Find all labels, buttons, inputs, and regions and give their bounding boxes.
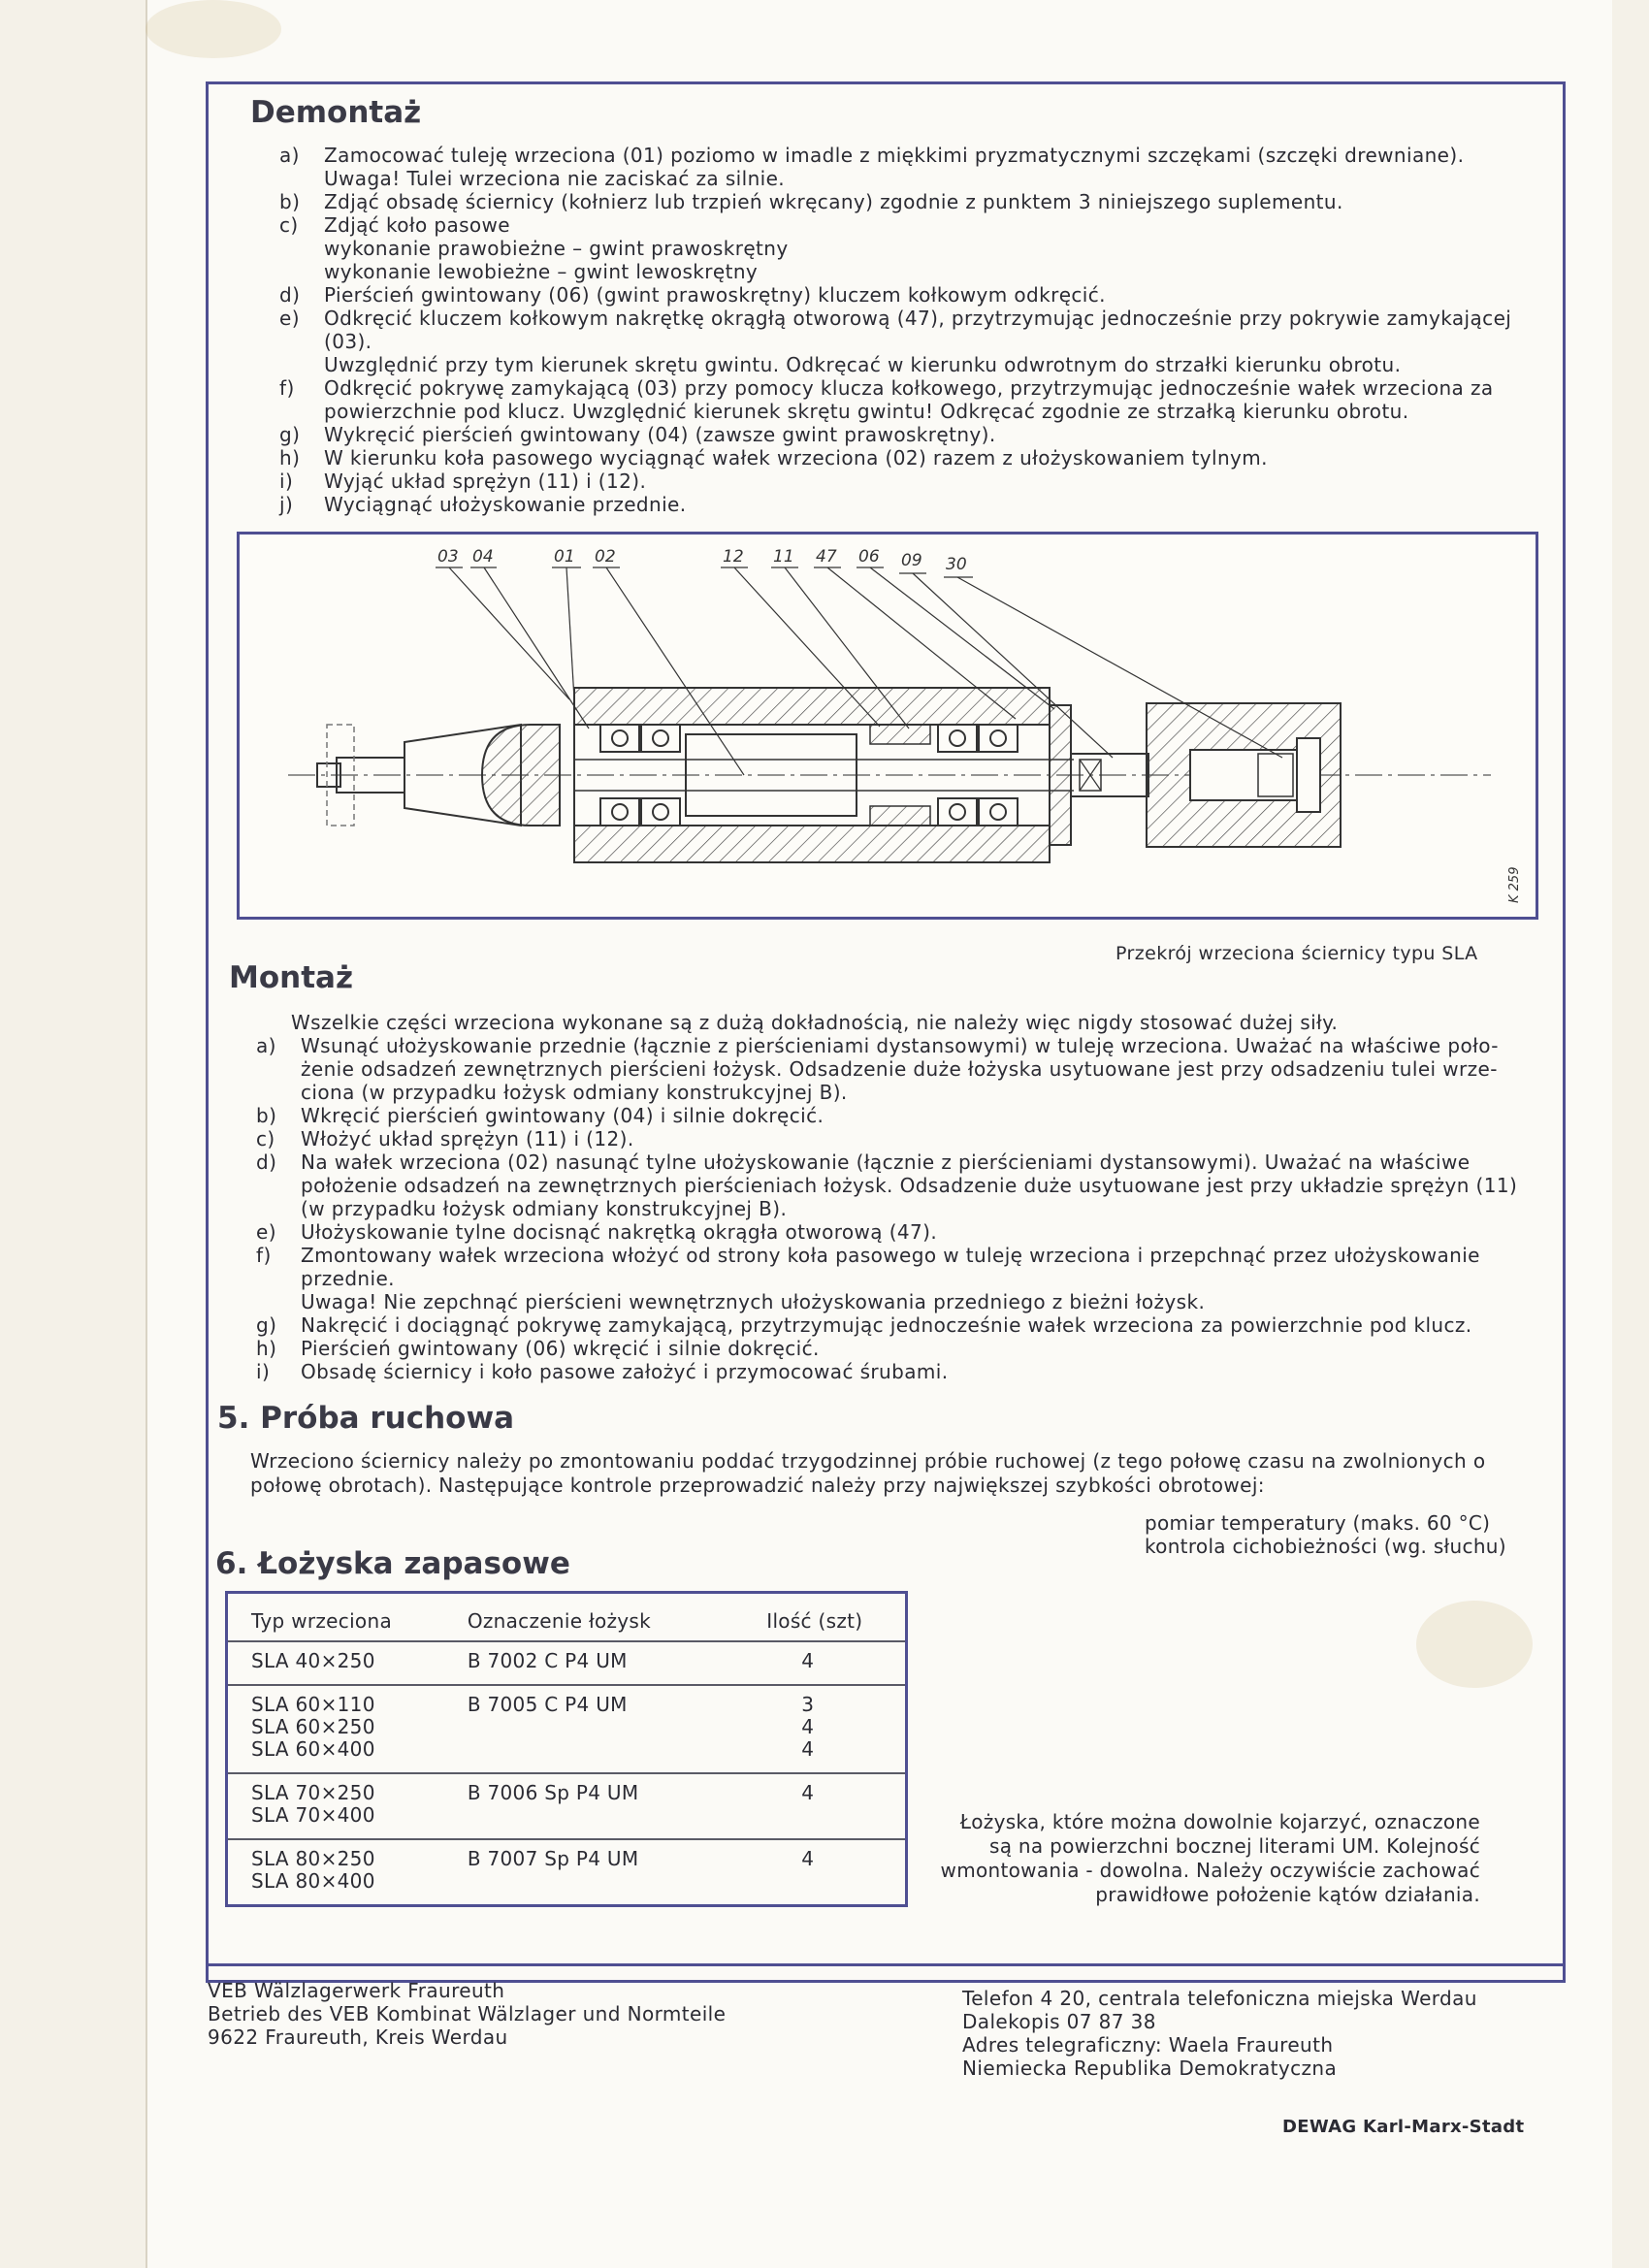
step-text: Pierścień gwintowany (06) (gwint prawoskrętny) kluczem kołkowym odkręcić. — [324, 283, 1106, 307]
step-letter: a) — [256, 1034, 276, 1057]
callout-01: 01 — [554, 547, 575, 567]
header-bearing-designation: Oznaczenie łożysk — [444, 1593, 743, 1642]
callout-03: 03 — [437, 547, 459, 567]
table-row — [227, 1685, 907, 1773]
step-text: Wykręcić pierścień gwintowany (04) (zawsze gwint prawoskrętny). — [324, 423, 996, 446]
table-header-row — [227, 1593, 907, 1642]
footer-address — [208, 1979, 726, 2049]
footer-right-line: Niemiecka Republika Demokratyczna — [962, 2057, 1338, 2080]
step-letter: b) — [279, 190, 301, 213]
check-temperature: pomiar temperatury (maks. 60 °C) — [1145, 1511, 1491, 1535]
step-text: Ułożyskowanie tylne docisnąć nakrętką okrągła otworową (47). — [301, 1220, 938, 1244]
disassembly-title: Demontaż — [250, 95, 422, 130]
step-item — [279, 493, 1550, 516]
running-test-checks — [1145, 1511, 1506, 1558]
cell-bearing-designation: B 7006 Sp P4 UM — [444, 1773, 743, 1839]
step-letter: i) — [279, 470, 294, 493]
footer-right-line: Dalekopis 07 87 38 — [962, 2010, 1156, 2033]
step-letter: j) — [279, 493, 294, 516]
step-letter: c) — [256, 1127, 275, 1150]
disassembly-steps — [279, 144, 1550, 516]
cell-quantity: 4 — [743, 1773, 906, 1839]
cell-spindle-type: SLA 40×250 — [227, 1641, 444, 1685]
spindle-cross-section-drawing — [237, 532, 1538, 920]
step-item — [256, 1034, 1546, 1104]
step-item — [256, 1127, 1546, 1150]
paper-stain — [146, 0, 281, 58]
spindle-section-svg — [240, 535, 1536, 917]
cell-spindle-type: SLA 60×110 SLA 60×250 SLA 60×400 — [227, 1685, 444, 1773]
callout-47: 47 — [816, 547, 837, 567]
footer-left-line: Betrieb des VEB Kombinat Wälzlager und Normteile — [208, 2002, 727, 2025]
step-text: Zdjąć koło pasowe wykonanie prawobieżne – gwint prawoskrętny wykonanie lewobieżne – gwint lewoskrętny — [324, 213, 789, 283]
step-letter: e) — [279, 307, 300, 330]
spare-bearings-title: 6. Łożyska zapasowe — [215, 1546, 570, 1581]
running-test-text: Wrzeciono ściernicy należy po zmontowaniu poddać trzygodzinnej próbie ruchowej (z tego połowę czasu na zwolnionych o połowę obrotach). Następujące kontrole przeprowadzić należy przy największej szybkości obrotowej: — [250, 1449, 1486, 1497]
step-item — [279, 376, 1550, 423]
step-letter: h) — [256, 1337, 277, 1360]
callout-11: 11 — [773, 547, 794, 567]
step-item — [279, 144, 1550, 190]
footer-left-line: VEB Wälzlagerwerk Fraureuth — [208, 1979, 505, 2002]
step-letter: d) — [256, 1150, 277, 1174]
assembly-title: Montaż — [229, 960, 353, 995]
cell-quantity: 4 — [801, 1847, 815, 1870]
footer-right-line: Adres telegraficzny: Waela Fraureuth — [962, 2033, 1334, 2057]
callout-04: 04 — [472, 547, 494, 567]
step-item — [279, 190, 1550, 213]
step-item — [256, 1313, 1546, 1337]
table-row — [227, 1641, 907, 1685]
table-row — [227, 1839, 907, 1906]
step-item — [256, 1150, 1546, 1220]
step-item — [279, 423, 1550, 446]
step-text: W kierunku koła pasowego wyciągnąć wałek wrzeciona (02) razem z ułożyskowaniem tylnym. — [324, 446, 1268, 470]
step-item — [256, 1360, 1546, 1383]
footer-contact — [962, 1987, 1477, 2080]
footer-divider — [208, 1963, 1566, 1966]
cell-quantity: 3 4 4 — [743, 1685, 906, 1773]
step-item — [256, 1220, 1546, 1244]
callout-12: 12 — [723, 547, 744, 567]
assembly-intro: Wszelkie części wrzeciona wykonane są z dużą dokładnością, nie należy więc nigdy stosować dużej siły. — [291, 1011, 1339, 1034]
step-letter: h) — [279, 446, 301, 470]
assembly-steps — [256, 1034, 1546, 1383]
step-letter: d) — [279, 283, 301, 307]
step-item — [256, 1244, 1546, 1313]
step-letter: g) — [279, 423, 301, 446]
step-item — [279, 446, 1550, 470]
step-letter: c) — [279, 213, 299, 237]
cell-quantity: 4 — [743, 1641, 906, 1685]
footer-right-line: Telefon 4 20, centrala telefoniczna miejska Werdau — [962, 1987, 1477, 2010]
step-letter: b) — [256, 1104, 277, 1127]
callout-09: 09 — [901, 551, 922, 570]
cell-spindle-type: SLA 70×250 SLA 70×400 — [227, 1773, 444, 1839]
header-quantity: Ilość (szt) — [743, 1593, 906, 1642]
callout-30: 30 — [946, 555, 967, 574]
step-text: Wsunąć ułożyskowanie przednie (łącznie z pierścieniami dystansowymi) w tuleję wrzeciona. Uważać na właściwe poło- żenie odsadzeń zewnętrznych pierścieni łożysk. Odsadzenie duże łożyska usytuowane jest przy odsadzeniu tulei wrze- ciona (w przypadku łożysk odmiany konstrukcyjnej B). — [301, 1034, 1499, 1104]
step-item — [279, 213, 1550, 283]
callout-06: 06 — [858, 547, 880, 567]
step-text: Obsadę ściernicy i koło pasowe założyć i przymocować śrubami. — [301, 1360, 949, 1383]
step-text: Wyciągnąć ułożyskowanie przednie. — [324, 493, 687, 516]
header-spindle-type: Typ wrzeciona — [227, 1593, 444, 1642]
running-test-title: 5. Próba ruchowa — [217, 1401, 515, 1436]
step-item — [279, 470, 1550, 493]
step-text: Odkręcić kluczem kołkowym nakrętkę okrągłą otworową (47), przytrzymując jednocześnie przy pokrywie zamykającej (03). Uwzględnić przy tym kierunek skrętu gwintu. Odkręcać w kierunku odwrotnym do strzałki kierunku obrotu. — [324, 307, 1512, 376]
step-letter: f) — [279, 376, 295, 400]
spare-bearings-table — [225, 1591, 908, 1907]
step-letter: f) — [256, 1244, 272, 1267]
footer-left-line: 9622 Fraureuth, Kreis Werdau — [208, 2025, 508, 2049]
step-item — [256, 1104, 1546, 1127]
step-text: Włożyć układ sprężyn (11) i (12). — [301, 1127, 634, 1150]
step-text: Odkręcić pokrywę zamykającą (03) przy pomocy klucza kołkowego, przytrzymując jednocześnie wałek wrzeciona za powierzchnie pod klucz. Uwzględnić kierunek skrętu gwintu! Odkręcać zgodnie ze strzałką kierunku obrotu. — [324, 376, 1494, 423]
step-text: Zdjąć obsadę ściernicy (kołnierz lub trzpień wkręcany) zgodnie z punktem 3 niniejszego suplementu. — [324, 190, 1343, 213]
step-text: Na wałek wrzeciona (02) nasunąć tylne ułożyskowanie (łącznie z pierścieniami dystansowymi). Uważać na właściwe położenie odsadzeń na zewnętrznych pierścieniach łożysk. Odsadzenie duże usytuowane jest przy układzie sprężyn (11) (w przypadku łożysk odmiany konstrukcyjnej B). — [301, 1150, 1518, 1220]
drawing-number: K 259 — [1507, 866, 1522, 903]
cell-bearing-designation: B 7007 Sp P4 UM — [467, 1847, 639, 1870]
step-letter: i) — [256, 1360, 271, 1383]
bearings-note: Łożyska, które można dowolnie kojarzyć, oznaczone są na powierzchni bocznej literami UM. Kolejność wmontowania - dowolna. Należy oczywiście zachować prawidłowe położenie kątów działania. — [940, 1810, 1480, 1906]
step-text: Nakręcić i dociągnąć pokrywę zamykającą, przytrzymując jednocześnie wałek wrzeciona za powierzchnie pod klucz. — [301, 1313, 1472, 1337]
publisher-imprint: DEWAG Karl-Marx-Stadt — [1282, 2117, 1525, 2137]
step-text: Wkręcić pierścień gwintowany (04) i silnie dokręcić. — [301, 1104, 824, 1127]
figure-caption: Przekrój wrzeciona ściernicy typu SLA — [1116, 943, 1478, 964]
cell-spindle-type: SLA 80×250 SLA 80×400 — [251, 1847, 375, 1893]
check-noise: kontrola cichobieżności (wg. słuchu) — [1145, 1535, 1506, 1558]
callout-02: 02 — [595, 547, 616, 567]
step-text: Wyjąć układ sprężyn (11) i (12). — [324, 470, 647, 493]
cell-bearing-designation: B 7002 C P4 UM — [444, 1641, 743, 1685]
step-text: Zamocować tuleję wrzeciona (01) poziomo w imadle z miękkimi pryzmatycznymi szczękami (szczęki drewniane). Uwaga! Tulei wrzeciona nie zaciskać za silnie. — [324, 144, 1465, 190]
step-item — [279, 307, 1550, 376]
step-letter: a) — [279, 144, 300, 167]
step-letter: e) — [256, 1220, 276, 1244]
step-text: Pierścień gwintowany (06) wkręcić i silnie dokręcić. — [301, 1337, 820, 1360]
step-item — [279, 283, 1550, 307]
step-text: Zmontowany wałek wrzeciona włożyć od strony koła pasowego w tuleję wrzeciona i przepchnąć przez ułożyskowanie przednie. Uwaga! Nie zepchnąć pierścieni wewnętrznych ułożyskowania przedniego z bieżni łożysk. — [301, 1244, 1480, 1313]
step-item — [256, 1337, 1546, 1360]
table-row — [227, 1773, 907, 1839]
step-letter: g) — [256, 1313, 277, 1337]
cell-bearing-designation: B 7005 C P4 UM — [444, 1685, 743, 1773]
